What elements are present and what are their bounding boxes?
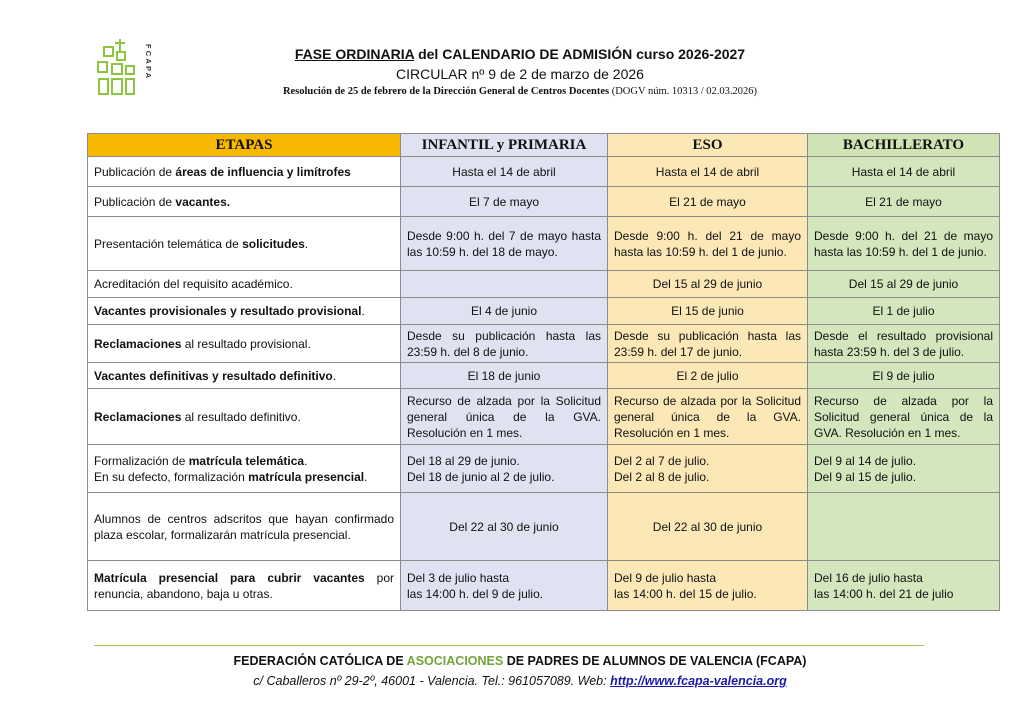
infantil-cell: Hasta el 14 de abril (401, 157, 608, 187)
etapa-cell: Reclamaciones al resultado provisional. (88, 325, 401, 363)
bachillerato-cell: Hasta el 14 de abril (808, 157, 1000, 187)
table-row (88, 389, 1000, 445)
document-title (160, 45, 880, 63)
infantil-cell: Del 22 al 30 de junio (401, 493, 608, 561)
bachillerato-cell: Recurso de alzada por la Solicitud general única de la GVA. Resolución en 1 mes. (808, 389, 1000, 445)
table-row (88, 217, 1000, 271)
etapa-cell: Vacantes provisionales y resultado provisional. (88, 298, 401, 325)
bachillerato-cell: Del 16 de julio hasta las 14:00 h. del 21 de julio (808, 561, 1000, 611)
contact-line: c/ Caballeros nº 29-2º, 46001 - Valencia. Tel.: 961057089. Web: http://www.fcapa-valencia.org (253, 674, 787, 688)
resolution-bold: Resolución de 25 de febrero de la Dirección General de Centros Docentes (282, 86, 610, 97)
table-row (88, 561, 1000, 611)
bachillerato-cell (808, 493, 1000, 561)
bachillerato-cell: Desde el resultado provisional hasta 23:59 h. del 3 de julio. (808, 325, 1000, 363)
etapa-cell: Publicación de áreas de influencia y limítrofes (88, 157, 401, 187)
infantil-cell: Del 3 de julio hasta las 14:00 h. del 9 de julio. (401, 561, 608, 611)
infantil-cell: Recurso de alzada por la Solicitud general única de la GVA. Resolución en 1 mes. (401, 389, 608, 445)
eso-cell: Desde 9:00 h. del 21 de mayo hasta las 10:59 h. del 1 de junio. (608, 217, 808, 271)
etapa-cell: Publicación de vacantes. (88, 187, 401, 217)
infantil-cell: El 4 de junio (401, 298, 608, 325)
bachillerato-cell: Del 9 al 14 de julio. Del 9 al 15 de julio. (808, 445, 1000, 493)
eso-cell: Hasta el 14 de abril (608, 157, 808, 187)
document-header (160, 45, 880, 99)
table-row (88, 363, 1000, 389)
federation-name: FEDERACIÓN CATÓLICA DE ASOCIACIONES DE PADRES DE ALUMNOS DE VALENCIA (FCAPA) (233, 654, 807, 668)
table-row (88, 271, 1000, 298)
table-row (88, 493, 1000, 561)
etapa-cell: Formalización de matrícula telemática. En su defecto, formalización matrícula presencial. (88, 445, 401, 493)
title-phase: FASE ORDINARIA (294, 46, 415, 62)
eso-cell: Del 22 al 30 de junio (608, 493, 808, 561)
footer-divider (94, 645, 924, 646)
eso-cell: El 2 de julio (608, 363, 808, 389)
infantil-cell: El 7 de mayo (401, 187, 608, 217)
resolution-rest: (DOGV núm. 10313 / 02.03.2026) (609, 86, 758, 97)
bachillerato-cell: El 9 de julio (808, 363, 1000, 389)
website-link[interactable]: http://www.fcapa-valencia.org (610, 674, 787, 688)
infantil-cell (401, 271, 608, 298)
table-row (88, 187, 1000, 217)
header-eso: ESO (608, 134, 808, 157)
logo-wordmark: FCAPA (144, 44, 153, 81)
etapa-cell: Alumnos de centros adscritos que hayan confirmado plaza escolar, formalizarán matrícula presencial. (88, 493, 401, 561)
table-row (88, 445, 1000, 493)
eso-cell: El 15 de junio (608, 298, 808, 325)
header-etapas: ETAPAS (88, 134, 401, 157)
fcapa-logo (96, 38, 152, 100)
infantil-cell: Del 18 al 29 de junio. Del 18 de junio al 2 de julio. (401, 445, 608, 493)
infantil-cell: Desde su publicación hasta las 23:59 h. del 8 de junio. (401, 325, 608, 363)
table-row (88, 298, 1000, 325)
resolution-reference (160, 85, 880, 99)
bachillerato-cell: El 1 de julio (808, 298, 1000, 325)
eso-cell: Del 2 al 7 de julio. Del 2 al 8 de julio. (608, 445, 808, 493)
circular-reference: CIRCULAR nº 9 de 2 de marzo de 2026 (396, 66, 644, 82)
bachillerato-cell: El 21 de mayo (808, 187, 1000, 217)
etapa-cell: Presentación telemática de solicitudes. (88, 217, 401, 271)
bachillerato-cell: Desde 9:00 h. del 21 de mayo hasta las 10:59 h. del 1 de junio. (808, 217, 1000, 271)
eso-cell: Desde su publicación hasta las 23:59 h. del 17 de junio. (608, 325, 808, 363)
eso-cell: Del 15 al 29 de junio (608, 271, 808, 298)
infantil-cell: Desde 9:00 h. del 7 de mayo hasta las 10:59 h. del 18 de mayo. (401, 217, 608, 271)
table-header-row (88, 134, 1000, 157)
etapa-cell: Reclamaciones al resultado definitivo. (88, 389, 401, 445)
etapa-cell: Vacantes definitivas y resultado definitivo. (88, 363, 401, 389)
header-bachillerato: BACHILLERATO (808, 134, 1000, 157)
document-footer (100, 652, 940, 690)
eso-cell: Recurso de alzada por la Solicitud general única de la GVA. Resolución en 1 mes. (608, 389, 808, 445)
etapa-cell: Matrícula presencial para cubrir vacantes por renuncia, abandono, baja u otras. (88, 561, 401, 611)
admission-calendar-table (87, 133, 1000, 611)
table-row (88, 325, 1000, 363)
infantil-cell: El 18 de junio (401, 363, 608, 389)
eso-cell: Del 9 de julio hasta las 14:00 h. del 15 de julio. (608, 561, 808, 611)
bachillerato-cell: Del 15 al 29 de junio (808, 271, 1000, 298)
title-rest: del CALENDARIO DE ADMISIÓN curso 2026-2027 (414, 46, 746, 62)
header-infantil-primaria: INFANTIL y PRIMARIA (401, 134, 608, 157)
etapa-cell: Acreditación del requisito académico. (88, 271, 401, 298)
eso-cell: El 21 de mayo (608, 187, 808, 217)
table-row (88, 157, 1000, 187)
